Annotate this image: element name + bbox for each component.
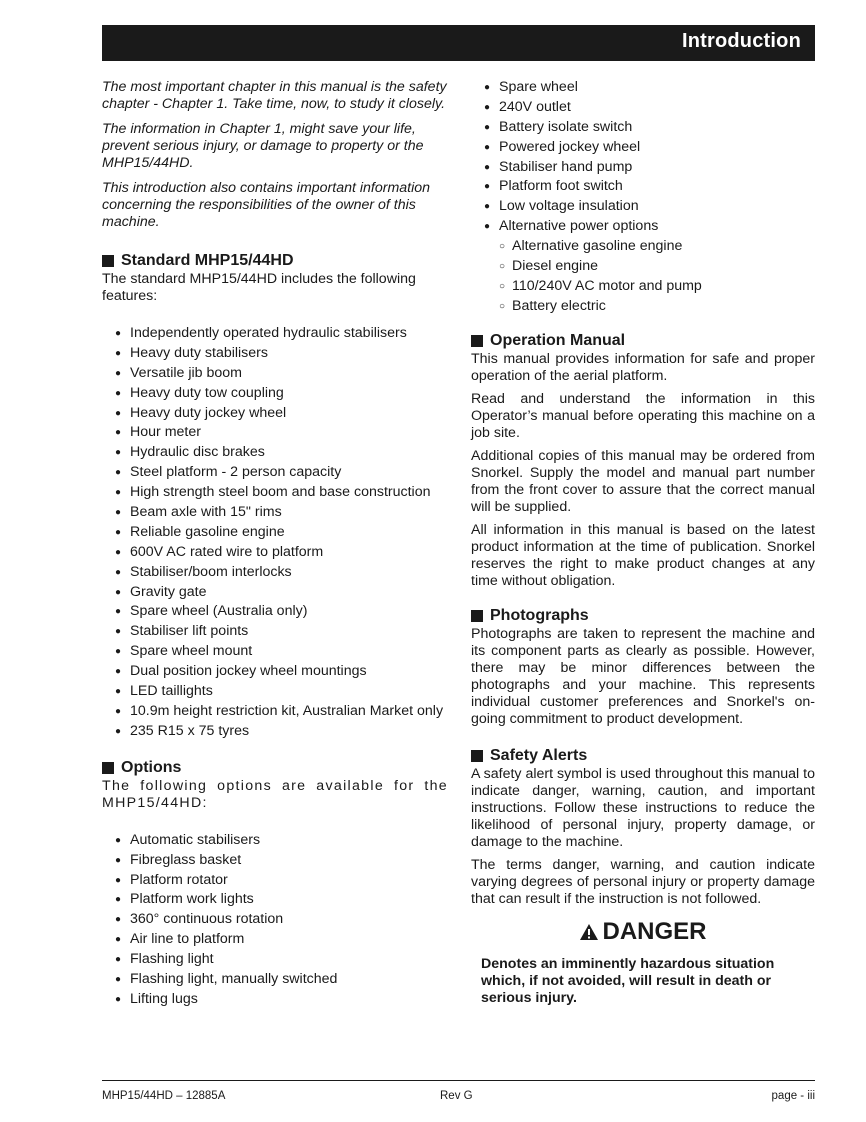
standard-feature-item: ● Dual position jockey wheel mountings <box>102 663 448 680</box>
option-item: ● Platform work lights <box>102 891 448 908</box>
black-square-icon <box>471 610 483 622</box>
standard-feature-item: ● Heavy duty jockey wheel <box>102 405 448 422</box>
standard-feature-item: ● Gravity gate <box>102 584 448 601</box>
standard-feature-item: ● LED taillights <box>102 683 448 700</box>
danger-label <box>471 918 815 946</box>
operation-paragraph-2: Read and understand the information in this Operator’s manual before operating this machine on a job site. <box>471 390 815 441</box>
standard-feature-item: ● Stabiliser/boom interlocks <box>102 564 448 581</box>
standard-feature-item: ● Hydraulic disc brakes <box>102 444 448 461</box>
safety-paragraph-1: A safety alert symbol is used throughout this manual to indicate danger, warning, caution, and important instructions. Follow these instructions to reduce the likelihood of personal injury, property damage, or damage to the machine. <box>471 765 815 850</box>
danger-description: Denotes an imminently hazardous situation which, if not avoided, will result in death or serious injury. <box>481 955 775 1006</box>
black-square-icon <box>471 750 483 762</box>
standard-heading <box>102 251 448 271</box>
standard-feature-item: ● 600V AC rated wire to platform <box>102 544 448 561</box>
safety-heading <box>471 746 815 766</box>
option-item: ● Automatic stabilisers <box>102 832 448 849</box>
standard-feature-item: ● Spare wheel (Australia only) <box>102 603 448 620</box>
operation-paragraph-4: All information in this manual is based on the latest product information at the time of publication. Snorkel reserves the right to make product changes at any time without obligation. <box>471 521 815 589</box>
power-options-list <box>471 238 815 315</box>
warning-triangle-icon <box>579 923 599 941</box>
intro-paragraph-2: The information in Chapter 1, might save your life, prevent serious injury, or damage to property or the MHP15/44HD. <box>102 121 424 171</box>
standard-heading-text: Standard MHP15/44HD <box>121 252 294 269</box>
operation-paragraph-3: Additional copies of this manual may be ordered from Snorkel. Supply the model and manual part number from the front cover to assure that the correct manual will be supplied. <box>471 447 815 515</box>
power-option-item: ○ Battery electric <box>471 298 815 315</box>
option-item: ● Flashing light, manually switched <box>102 971 448 988</box>
standard-feature-item: ● Reliable gasoline engine <box>102 524 448 541</box>
options-heading-text: Options <box>121 758 182 776</box>
danger-label-text: DANGER <box>602 917 707 945</box>
operation-heading-text: Operation Manual <box>490 331 626 349</box>
option-item: ● Platform foot switch <box>471 178 815 195</box>
option-item: ● Lifting lugs <box>102 991 448 1008</box>
options-heading <box>102 758 448 778</box>
black-square-icon <box>102 762 114 774</box>
option-item: ● Stabiliser hand pump <box>471 159 815 176</box>
options-list <box>102 832 448 1008</box>
option-item: ● Powered jockey wheel <box>471 139 815 156</box>
left-column <box>102 79 448 1011</box>
right-column <box>471 79 815 1007</box>
standard-feature-item: ● Heavy duty tow coupling <box>102 385 448 402</box>
black-square-icon <box>102 255 114 267</box>
intro-paragraph-3: This introduction also contains important information concerning the responsibilities of the owner of this machine. <box>102 180 431 230</box>
standard-feature-item: ● Steel platform - 2 person capacity <box>102 464 448 481</box>
standard-feature-item: ● Spare wheel mount <box>102 643 448 660</box>
power-option-item: ○ Diesel engine <box>471 258 815 275</box>
option-item: ● Low voltage insulation <box>471 198 815 215</box>
safety-paragraph-2: The terms danger, warning, and caution indicate varying degrees of personal injury or property damage that can result if the instruction is not followed. <box>471 856 815 907</box>
footer-page-number: page - iii <box>771 1090 815 1102</box>
option-item: ● Alternative power options <box>471 218 815 235</box>
standard-feature-item: ● Hour meter <box>102 424 448 441</box>
chapter-header-bar <box>102 25 815 61</box>
power-option-item: ○ 110/240V AC motor and pump <box>471 278 815 295</box>
option-item: ● 360° continuous rotation <box>102 911 448 928</box>
photographs-paragraph: Photographs are taken to represent the machine and its component parts as clearly as possible. However, there may be minor differences between the photographs and your machine. This represents individual customer preferences and Snorkel's on-going commitment to product development. <box>471 625 815 727</box>
power-option-item: ○ Alternative gasoline engine <box>471 238 815 255</box>
standard-feature-item: ● Heavy duty stabilisers <box>102 345 448 362</box>
standard-features-list <box>102 325 448 740</box>
black-square-icon <box>471 335 483 347</box>
option-item: ● Air line to platform <box>102 931 448 948</box>
intro-paragraph-1: The most important chapter in this manual is the safety chapter - Chapter 1. Take time, now, to study it closely. <box>102 79 447 112</box>
options-lead: The following options are available for the MHP15/44HD: <box>102 777 448 811</box>
footer-divider <box>102 1080 815 1081</box>
standard-feature-item: ● 10.9m height restriction kit, Australian Market only <box>102 703 448 720</box>
option-item: ● Platform rotator <box>102 872 448 889</box>
standard-feature-item: ● Independently operated hydraulic stabilisers <box>102 325 448 342</box>
options-list-continued <box>471 79 815 235</box>
chapter-title: Introduction <box>681 30 801 52</box>
standard-feature-item: ● Stabiliser lift points <box>102 623 448 640</box>
standard-feature-item: ● Beam axle with 15" rims <box>102 504 448 521</box>
option-item: ● Fibreglass basket <box>102 852 448 869</box>
standard-lead: The standard MHP15/44HD includes the following features: <box>102 271 416 304</box>
operation-paragraph-1: This manual provides information for safe and proper operation of the aerial platform. <box>471 350 815 384</box>
footer-document-id: MHP15/44HD – 12885A <box>102 1090 226 1102</box>
standard-feature-item: ● High strength steel boom and base construction <box>102 484 448 501</box>
safety-heading-text: Safety Alerts <box>490 746 588 764</box>
option-item: ● Battery isolate switch <box>471 119 815 136</box>
footer-revision: Rev G <box>440 1090 473 1102</box>
option-item: ● Flashing light <box>102 951 448 968</box>
operation-heading <box>471 331 815 351</box>
photographs-heading <box>471 606 815 626</box>
standard-feature-item: ● 235 R15 x 75 tyres <box>102 723 448 740</box>
standard-feature-item: ● Versatile jib boom <box>102 365 448 382</box>
option-item: ● Spare wheel <box>471 79 815 96</box>
photographs-heading-text: Photographs <box>490 606 589 624</box>
option-item: ● 240V outlet <box>471 99 815 116</box>
